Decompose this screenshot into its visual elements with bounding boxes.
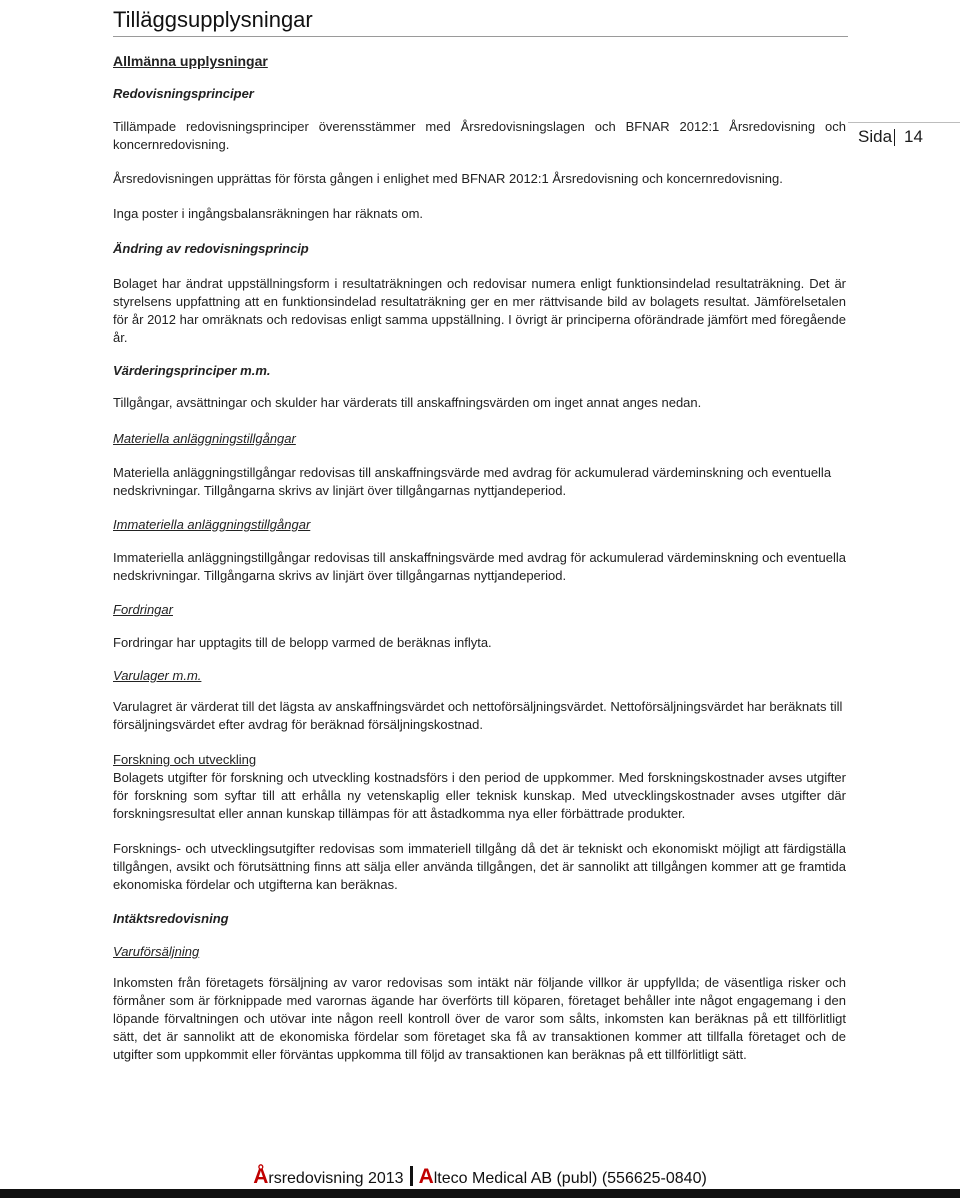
heading-materiella: Materiella anläggningstillgångar xyxy=(113,431,296,446)
paragraph-varulager: Varulagret är värderat till det lägsta av anskaffningsvärdet och nettoförsäljningsvärdet. Nettoförsäljningsvärdet har beräknats till försäljningsvärdet efter avdrag för beräknad försäljningskostnad. xyxy=(113,699,843,732)
page-number: 14 xyxy=(904,127,923,146)
page-footer xyxy=(0,1166,960,1190)
heading-intaktsredovisning: Intäktsredovisning xyxy=(113,911,229,926)
paragraph-immateriella: Immateriella anläggningstillgångar redovisas till anskaffningsvärde med avdrag för ackumulerad värdeminskning och eventuella nedskrivningar. Tillgångarna skrivs av linjärt över tillgångarnas nyttjandeperiod. xyxy=(113,550,846,583)
paragraph-andring: Bolaget har ändrat uppställningsform i resultaträkningen och redovisar numera enligt funktionsindelad resultaträkning. Det är styrelsens uppfattning att en funktionsindelad resultaträkning ger en mer rättvisande bild av bolagets resultat. Jämförelsetalen för år 2012 har omräknats och redovisas enligt samma uppställning. I övrigt är principerna oförändrade jämfört med föregående år. xyxy=(113,276,846,345)
heading-allmanna-upplysningar: Allmänna upplysningar xyxy=(113,53,268,69)
paragraph-varuforsaljning: Inkomsten från företagets försäljning av varor redovisas som intäkt när följande villkor är uppfyllda; de väsentliga risker och förmåner som är förknippade med varornas ägande har överförts till köparen, företaget behåller inte något engagemang i den löpande förvaltningen och utövar inte någon reell kontroll över de varor som sålts, inkomsten kan beräknas på ett tillförlitligt sätt, det är sannolikt att de ekonomiska fördelar som företaget ska få av transaktionen kommer att tillfalla företaget och de utgifter som uppkommit eller förväntas uppkomma till följd av transaktionen kan beräknas på ett tillförlitligt sätt. xyxy=(113,975,846,1062)
footer-initial-a2: A xyxy=(418,1165,434,1188)
paragraph-inga-poster: Inga poster i ingångsbalansräkningen har räknats om. xyxy=(113,206,424,221)
heading-vardering: Värderingsprinciper m.m. xyxy=(113,363,271,378)
footer-company-name: lteco Medical AB (publ) (556625-0840) xyxy=(433,1170,707,1187)
heading-andring: Ändring av redovisningsprincip xyxy=(113,241,309,256)
footer-rule xyxy=(0,1189,960,1198)
paragraph-forskning-1: Bolagets utgifter för forskning och utveckling kostnadsförs i den period de uppkommer. Med forskningskostnader avses utgifter för forskning som syftar till att erhålla ny vetenskaplig eller teknisk kunskap. Med utvecklingskostnader avses utgifter där forskningsresultat eller annan kunskap tillämpas för att åstadkomma nya eller förbättrade produkter. xyxy=(113,770,846,821)
page-number-tab xyxy=(848,122,960,153)
footer-initial-a1: Å xyxy=(253,1165,269,1188)
paragraph-forsta-gangen: Årsredovisningen upprättas för första gången i enlighet med BFNAR 2012:1 Årsredovisning och koncernredovisning. xyxy=(113,171,783,186)
page-label: Sida xyxy=(858,127,893,146)
heading-fordringar: Fordringar xyxy=(113,602,173,617)
paragraph-forskning-2: Forsknings- och utvecklingsutgifter redovisas som immateriell tillgång då det är tekniskt och ekonomiskt möjligt att färdigställa tillgången, avsikt och förutsättning finns att sälja eller använda tillgången, det är sannolikt att tillgången kommer att ge framtida ekonomiska fördelar och utgifterna kan beräknas. xyxy=(113,841,846,892)
heading-immateriella: Immateriella anläggningstillgångar xyxy=(113,517,311,532)
paragraph-fordringar: Fordringar har upptagits till de belopp varmed de beräknas inflyta. xyxy=(113,635,492,650)
page-tab-separator xyxy=(894,129,895,146)
footer-report-title: rsredovisning 2013 xyxy=(268,1170,404,1187)
footer-separator xyxy=(410,1166,413,1186)
heading-redovisningsprinciper: Redovisningsprinciper xyxy=(113,86,254,101)
paragraph-materiella: Materiella anläggningstillgångar redovisas till anskaffningsvärde med avdrag för ackumulerad värdeminskning och eventuella nedskrivningar. Tillgångarna skrivs av linjärt över tillgångarnas nyttjandeperiod. xyxy=(113,465,832,498)
heading-varulager: Varulager m.m. xyxy=(113,668,202,683)
heading-varuforsaljning: Varuförsäljning xyxy=(113,944,200,959)
heading-forskning: Forskning och utveckling xyxy=(113,752,257,767)
paragraph-vardering: Tillgångar, avsättningar och skulder har värderats till anskaffningsvärden om inget annat anges nedan. xyxy=(113,395,702,410)
paragraph-redovisningsprinciper: Tillämpade redovisningsprinciper överensstämmer med Årsredovisningslagen och BFNAR 2012:1 Årsredovisning och koncernredovisning. xyxy=(113,119,846,152)
page-title: Tilläggsupplysningar xyxy=(113,6,848,37)
